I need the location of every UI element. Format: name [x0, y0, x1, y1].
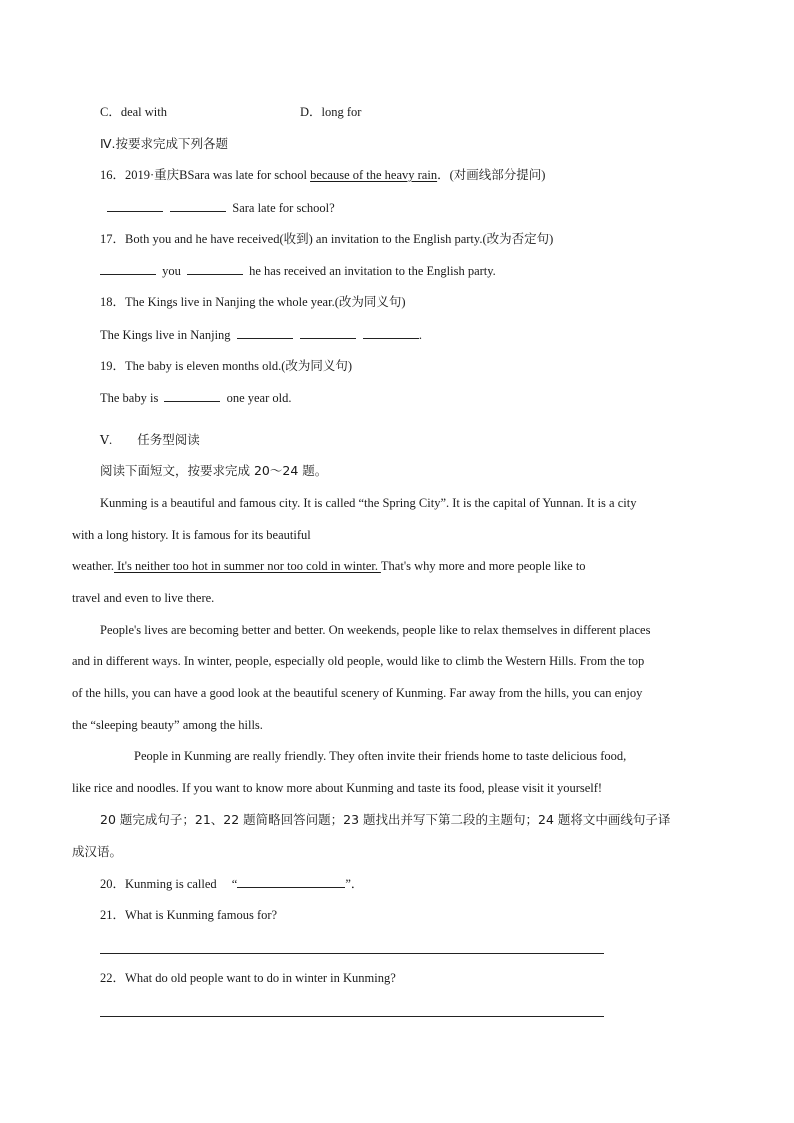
question-19: [100, 358, 352, 374]
q19-answer-head: The baby is: [100, 391, 159, 405]
q16-instruction: ．(对画线部分提问): [437, 168, 546, 182]
q18-blank-3[interactable]: [363, 326, 419, 339]
q17-answer-tail: he has received an invitation to the English party.: [249, 264, 496, 278]
instructions-line2: 成汉语。: [72, 844, 123, 859]
q16-number: 16．: [100, 168, 126, 182]
question-20: [100, 875, 363, 892]
passage-p2-line1: People's lives are becoming better and better. On weekends, people like to relax themselves in different places: [100, 623, 651, 637]
passage-p2-line2: and in different ways. In winter, people, especially old people, would like to climb the Western Hills. From the top: [72, 654, 645, 668]
q16-text: Sara was late for school: [187, 168, 311, 182]
passage-p1-line2: with a long history. It is famous for its beautiful: [72, 528, 311, 542]
q16-blank-1[interactable]: [107, 199, 163, 212]
q16-source: 2019·重庆B: [125, 168, 188, 182]
q16-answer-text: Sara late for school?: [232, 201, 335, 215]
q18-answer-head: The Kings live in Nanjing: [100, 328, 231, 342]
question-17: [100, 231, 553, 247]
question-16: [100, 167, 545, 183]
q19-number: 19．: [100, 359, 126, 373]
passage-p2-line3: of the hills, you can have a good look at the beautiful scenery of Kunming. Far away from the hills, you can enjoy: [72, 686, 643, 700]
q22-answer-line[interactable]: [100, 1016, 604, 1017]
q19-text: The baby is eleven months old.(改为同义句): [125, 359, 353, 373]
instructions-line1: 20 题完成句子；21、22 题简略回答问题；23 题找出并写下第二段的主题句；24 题将文中画线句子译: [100, 812, 671, 827]
q17-answer-line: [100, 262, 496, 279]
option-c: C．deal with: [100, 105, 168, 119]
q18-answer-end: .: [418, 328, 423, 342]
q22-number: 22．: [100, 971, 126, 985]
section-5-title: 任务型阅读: [137, 432, 200, 447]
question-21: [100, 907, 277, 923]
p1-line3-head: weather.: [72, 559, 114, 573]
q16-answer-line: [107, 199, 335, 216]
q18-blank-1[interactable]: [237, 326, 293, 339]
question-18: [100, 294, 406, 310]
q19-blank-1[interactable]: [164, 389, 220, 402]
q21-answer-line[interactable]: [100, 953, 604, 954]
q20-blank[interactable]: [237, 875, 345, 888]
q20-number: 20．: [100, 877, 126, 891]
passage-p3-line2: like rice and noodles. If you want to know more about Kunming and taste its food, please visit it yourself!: [72, 781, 603, 795]
section-5-number: Ⅴ.: [100, 433, 113, 447]
section-5-intro: 阅读下面短文，按要求完成 20～24 题。: [100, 463, 328, 478]
q21-number: 21．: [100, 908, 126, 922]
section-5-heading: [100, 432, 200, 448]
q18-text: The Kings live in Nanjing the whole year.(改为同义句): [125, 295, 406, 309]
q18-blank-2[interactable]: [300, 326, 356, 339]
option-d: D．long for: [300, 105, 362, 119]
q17-blank-2[interactable]: [187, 262, 243, 275]
question-22: [100, 970, 396, 986]
q18-number: 18．: [100, 295, 126, 309]
p1-line3-tail: That's why more and more people like to: [380, 559, 586, 573]
passage-p1-line3: [72, 558, 586, 574]
passage-p1-line4: travel and even to live there.: [72, 591, 215, 605]
q17-blank-1[interactable]: [100, 262, 156, 275]
passage-p3-line1: People in Kunming are really friendly. They often invite their friends home to taste delicious food,: [134, 749, 627, 763]
q19-answer-line: [100, 389, 291, 406]
q20-open-quote: “: [231, 877, 238, 891]
q18-answer-line: [100, 326, 422, 343]
q17-answer-mid: you: [162, 264, 181, 278]
passage-p2-line4: the “sleeping beauty” among the hills.: [72, 718, 263, 732]
q19-answer-tail: one year old.: [226, 391, 292, 405]
passage-p1-line1: Kunming is a beautiful and famous city. It is called “the Spring City”. It is the capital of Yunnan. It is a city: [100, 496, 637, 510]
p1-underlined-sentence: It's neither too hot in summer nor too cold in winter.: [114, 559, 381, 573]
q20-text: Kunming is called: [125, 877, 217, 891]
q22-text: What do old people want to do in winter in Kunming?: [125, 971, 396, 985]
section-4-heading: Ⅳ.按要求完成下列各题: [100, 136, 229, 151]
q17-text: Both you and he have received(收到) an invitation to the English party.(改为否定句): [125, 232, 554, 246]
q16-blank-2[interactable]: [170, 199, 226, 212]
q21-text: What is Kunming famous for?: [125, 908, 278, 922]
q16-underlined: because of the heavy rain: [310, 168, 438, 182]
q17-number: 17．: [100, 232, 126, 246]
q20-close-quote: ”．: [345, 877, 364, 891]
